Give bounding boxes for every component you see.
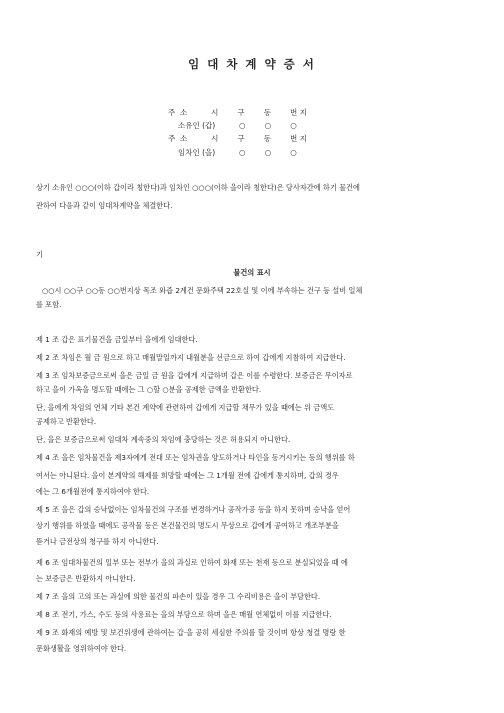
article-line: 에는 그 6개월전에 통지하여야 한다. — [36, 487, 150, 496]
gi-marker: 기 — [36, 250, 43, 259]
property-line: ○○시 ○○구 ○○동 ○○번지상 목조 와즙 2계건 문화주택 22호실 및 이에 부속하는 건구 등 설비 일체 — [42, 286, 363, 295]
article-line: 제 2 조 차임은 월 금 원으로 하고 매월말일까지 내월분을 선금으로 하여 갑에게 지참하여 지급한다. — [36, 353, 346, 362]
article-line: 제 5 조 을은 갑의 승낙없이는 임차물건의 구조를 변경하거나 공작가공 등을 하지 못하며 승낙을 얻어 — [36, 505, 351, 514]
document-title: 임 대 차 계 약 증 서 — [188, 57, 316, 71]
intro-line: 관하여 다음과 같이 임대차계약을 체결한다. — [36, 201, 173, 210]
article-line: 제 6 조 임대차물건의 일부 또는 전부가 을의 과실로 인하여 화재 또는 천재 등으로 분실되었을 때 에 — [36, 558, 348, 567]
article-line: 제 1 조 갑은 표기물건을 금일부터 을에게 임대한다. — [36, 335, 198, 344]
article-line: 상기 행위를 하였을 때에도 공작물 등은 본건물건의 명도시 무상으로 갑에게 공여하고 개조부분을 — [36, 521, 339, 530]
party-owner: 소유인 (갑) ○ ○ ○ — [178, 121, 297, 130]
article-line: 제 9 조 화재의 예방 및 보건위생에 관하여는 갑·을 공히 세심한 주의를 할 것이며 항상 청결 명랑 한 — [36, 628, 346, 637]
property-heading: 물건의 표시 — [233, 268, 271, 277]
article-line: 공제하고 반환한다. — [36, 417, 97, 426]
party-address-tenant: 주 소 시 구 동 번 지 — [168, 134, 307, 143]
article-line: 제 7 조 을의 고의 또는 과실에 의한 물건의 파손이 있을 경우 그 수리비용은 을이 부담한다. — [36, 592, 321, 601]
article-line: 여서는 아니된다. 을이 본계약의 해제를 희망할 때에는 그 1개월 전에 갑에게 통지하며, 갑의 경우 — [36, 471, 339, 480]
party-address-owner: 주 소 시 구 동 번 지 — [168, 108, 307, 117]
article-line: 제 3 조 임차보증금으로써 을은 금일 금 원을 갑에게 지급하며 갑은 이를 수령한다. 보증금은 무이자로 — [36, 371, 353, 380]
article-line: 단, 을은 보증금으로써 임대차 계속중의 차임에 충당하는 것은 허용되지 아니한다. — [36, 435, 291, 444]
article-line: 문화생활을 영위하여야 한다. — [36, 644, 127, 653]
property-line: 를 포함. — [36, 300, 62, 309]
article-line: 는 보증금은 반환하지 아니한다. — [36, 574, 136, 583]
intro-line: 상기 소유인 ○○○(이하 갑이라 칭한다)과 임차인 ○○○(이하 을이라 칭한다)은 당사자간에 하기 물건에 — [36, 183, 360, 192]
article-line: 하고 을이 가옥을 명도할 때에는 그 ○할 ○분을 공제한 금액을 반환한다. — [36, 385, 262, 394]
article-line: 제 4 조 을은 임차물건을 제3자에게 전대 또는 임차권을 양도하거나 타인을 동거시키는 등의 행위를 하 — [36, 453, 355, 462]
party-tenant: 임차인 (을) ○ ○ ○ — [178, 148, 297, 157]
article-line: 제 8 조 전기, 가스, 수도 등의 사용료는 을의 부담으로 하며 을은 매월 연체없이 이를 지급한다. — [36, 610, 332, 619]
article-line: 뜯거나 금전상의 청구를 하지 아니한다. — [36, 537, 159, 546]
article-line: 단, 을에게 차임의 연체 기타 본건 계약에 관련하여 갑에게 지급할 채무가 있을 때에는 위 금액도 — [36, 403, 335, 412]
